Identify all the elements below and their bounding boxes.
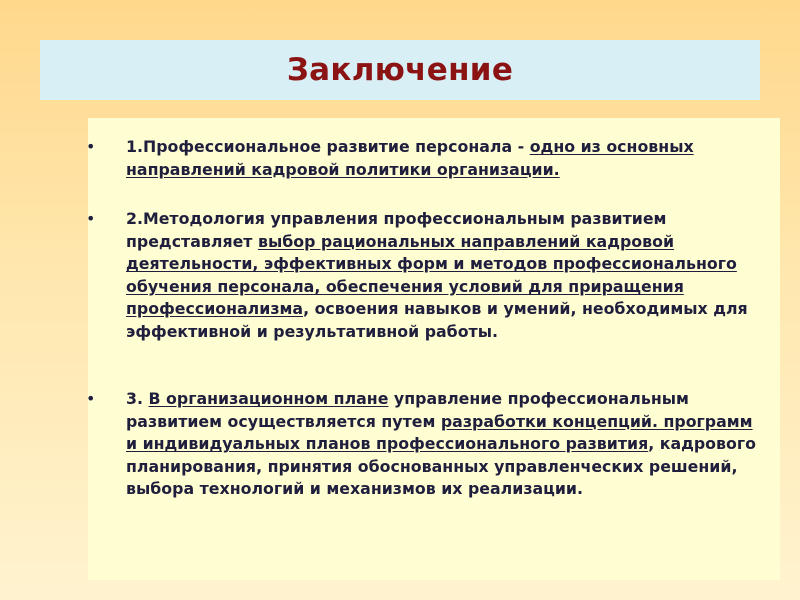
link-text[interactable]: В организационном плане — [148, 389, 389, 408]
text-segment: Профессиональное развитие персонала - — [143, 137, 530, 156]
text-segment: Методология управления профессиональным развитием представляет — [126, 209, 667, 251]
link-text[interactable]: разработки концепций. программ и индивидуальных планов профессионального развития — [126, 411, 753, 454]
item-number: 3. — [126, 389, 149, 408]
link-text[interactable]: выбор рациональных направлений кадровой деятельности, эффективных форм и методов профессионального обучения персонала, обеспечения условий для приращения профессионализма — [126, 231, 737, 319]
bullet-text — [126, 388, 756, 501]
bullet-text — [126, 136, 756, 181]
content-panel — [88, 118, 780, 580]
text-segment: , кадрового планирования, принятия обоснованных управленческих решений, выбора технологий и механизмов их реализации. — [126, 434, 756, 499]
bullet-dot-icon: • — [86, 389, 96, 408]
title-bar — [40, 40, 760, 100]
item-number: 2. — [126, 209, 143, 228]
bullet-dot-icon: • — [86, 209, 96, 228]
text-segment: управление профессиональным развитием осуществляется путем — [126, 389, 689, 431]
link-text[interactable]: одно из основных направлений кадровой политики организации. — [126, 137, 694, 179]
bullet-text — [126, 208, 756, 344]
text-segment: , освоения навыков и умений, необходимых для эффективной и результативной работы. — [126, 299, 748, 341]
page-title: Заключение — [286, 52, 514, 88]
bullet-dot-icon: • — [86, 137, 96, 156]
item-number: 1. — [126, 137, 143, 156]
